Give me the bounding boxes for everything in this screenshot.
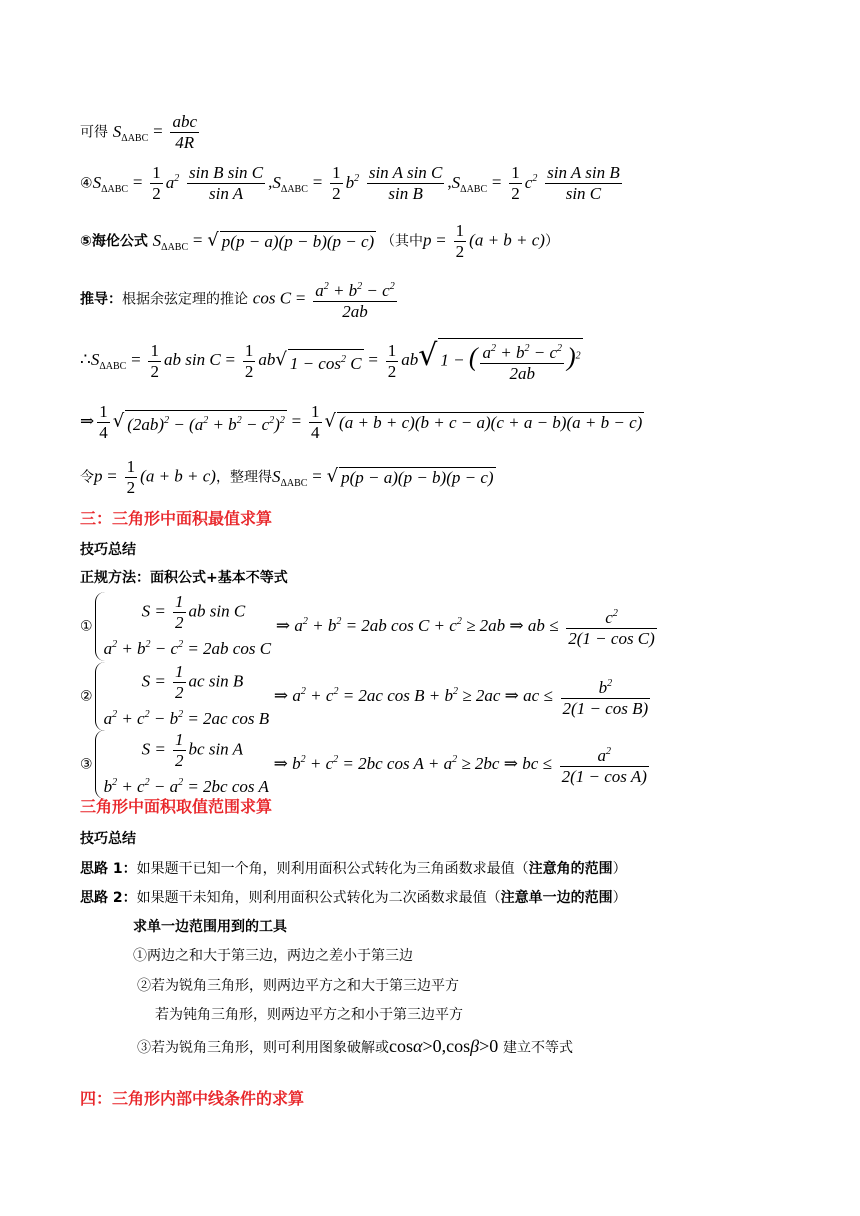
idea-2: 思路 2：如果题干未知角，则利用面积公式转化为二次函数求最值（注意单一边的范围） — [80, 890, 627, 906]
max-area-system-1: ① S = $\frac{1}{2}$ ab sin C $a^2 + b^2 - c^2 = 2ab$ cos C ⇒ $a^2 + b^2 = 2ab$ $\cos C + c^2 \ge 2ab$ ⇒ ab ≤ $\frac{c^2}{\text{2(1 − cos C)}}$ — [80, 592, 660, 661]
derivation-step-3: 令p = $\frac{1}{2}$ (a + b + c)，整理得$S_{\Delta ABC}$ = √ p(p − a)(p − b)(p − c) — [80, 457, 494, 497]
area-formula-circumradius: 可得 $S_{\Delta ABC}$ = $\frac{\text{abc}}{4R}$ — [80, 112, 197, 152]
range-section-heading: 三角形中面积取值范围求算 — [80, 797, 273, 816]
tool-3: ③若为锐角三角形，则可利用图象破解或cosα>0,cosβ>0 建立不等式 — [137, 1036, 574, 1056]
derivation-step-1: $\therefore S_{\Delta ABC}$ = $\frac{1}{2}$ ab sin C = $\frac{1}{2}$ ab√ $1 - \cos^2 C$ = $\frac{1}{2}$ ab√ 1 − ( $\frac{a^2 + b^2 - c^2}{2ab}$ )$^2$ — [80, 338, 581, 383]
range-section-tips: 技巧总结 — [80, 831, 136, 847]
heron-formula: ⑤海伦公式 $S_{\Delta ABC}$ = √ p(p − a)(p − b)(p − c) （其中p = $\frac{1}{2}$ (a + b + c)） — [80, 221, 559, 261]
section-3-tips: 技巧总结 — [80, 542, 136, 558]
max-area-system-2: ② S = $\frac{1}{2}$ ac sin B $a^2 + c^2 - b^2 = 2ac$ cos B ⇒ $a^2 + c^2 = 2ac$ $\cos B + b^2 \ge 2ac$ ⇒ ac ≤ $\frac{b^2}{\text{2(1 − cos B)}}$ — [80, 662, 653, 731]
max-area-system-3: ③ S = $\frac{1}{2}$ bc sin A $b^2 + c^2 - a^2 = 2bc$ cos A ⇒ $b^2 + c^2 = 2bc$ $\cos A + a^2 \ge 2bc$ ⇒ bc ≤ $\frac{a^2}{\text{2(1 − cos A)}}$ — [80, 730, 652, 799]
derivation-step-2: ⇒ $\frac{1}{4}$ √ $(2ab)^2 - (a^2 + b^2 - c^2)^2$ = $\frac{1}{4}$ √ (a + b + c)(b + c − a)(c + a − b)(a + b − c) — [80, 402, 643, 442]
section-3-method: 正规方法：面积公式+基本不等式 — [80, 570, 288, 586]
tool-2: ②若为锐角三角形，则两边平方之和大于第三边平方 — [137, 978, 459, 994]
section-4-heading: 四：三角形内部中线条件的求算 — [80, 1089, 305, 1108]
section-3-heading: 三：三角形中面积最值求算 — [80, 509, 273, 528]
idea-1: 思路 1：如果题干已知一个角，则利用面积公式转化为三角函数求最值（注意角的范围） — [80, 861, 627, 877]
tool-1: ①两边之和大于第三边，两边之差小于第三边 — [133, 948, 413, 964]
tool-2b: 若为钝角三角形，则两边平方之和小于第三边平方 — [155, 1007, 463, 1023]
derivation-cos: 推导：根据余弦定理的推论 cos C = $\frac{a^2 + b^2 - c^2}{2ab}$ — [80, 277, 400, 322]
area-formula-sines: $④S_{\Delta ABC}$ = $\frac{1}{2}$ $a^2$ $\frac{\text{sin B sin C}}{\text{sin A}}$ $,S_{\Delta ABC}$ = $\frac{1}{2}$ $b^2$ $\frac{\text{sin A sin C}}{\text{sin B}}$ $,S_{\Delta ABC}$ = $\frac{1}{2}$ $c^2$ $\frac{\text{sin A sin B}}{\text{sin C}}$ — [80, 163, 620, 203]
tools-title: 求单一边范围用到的工具 — [133, 919, 287, 935]
